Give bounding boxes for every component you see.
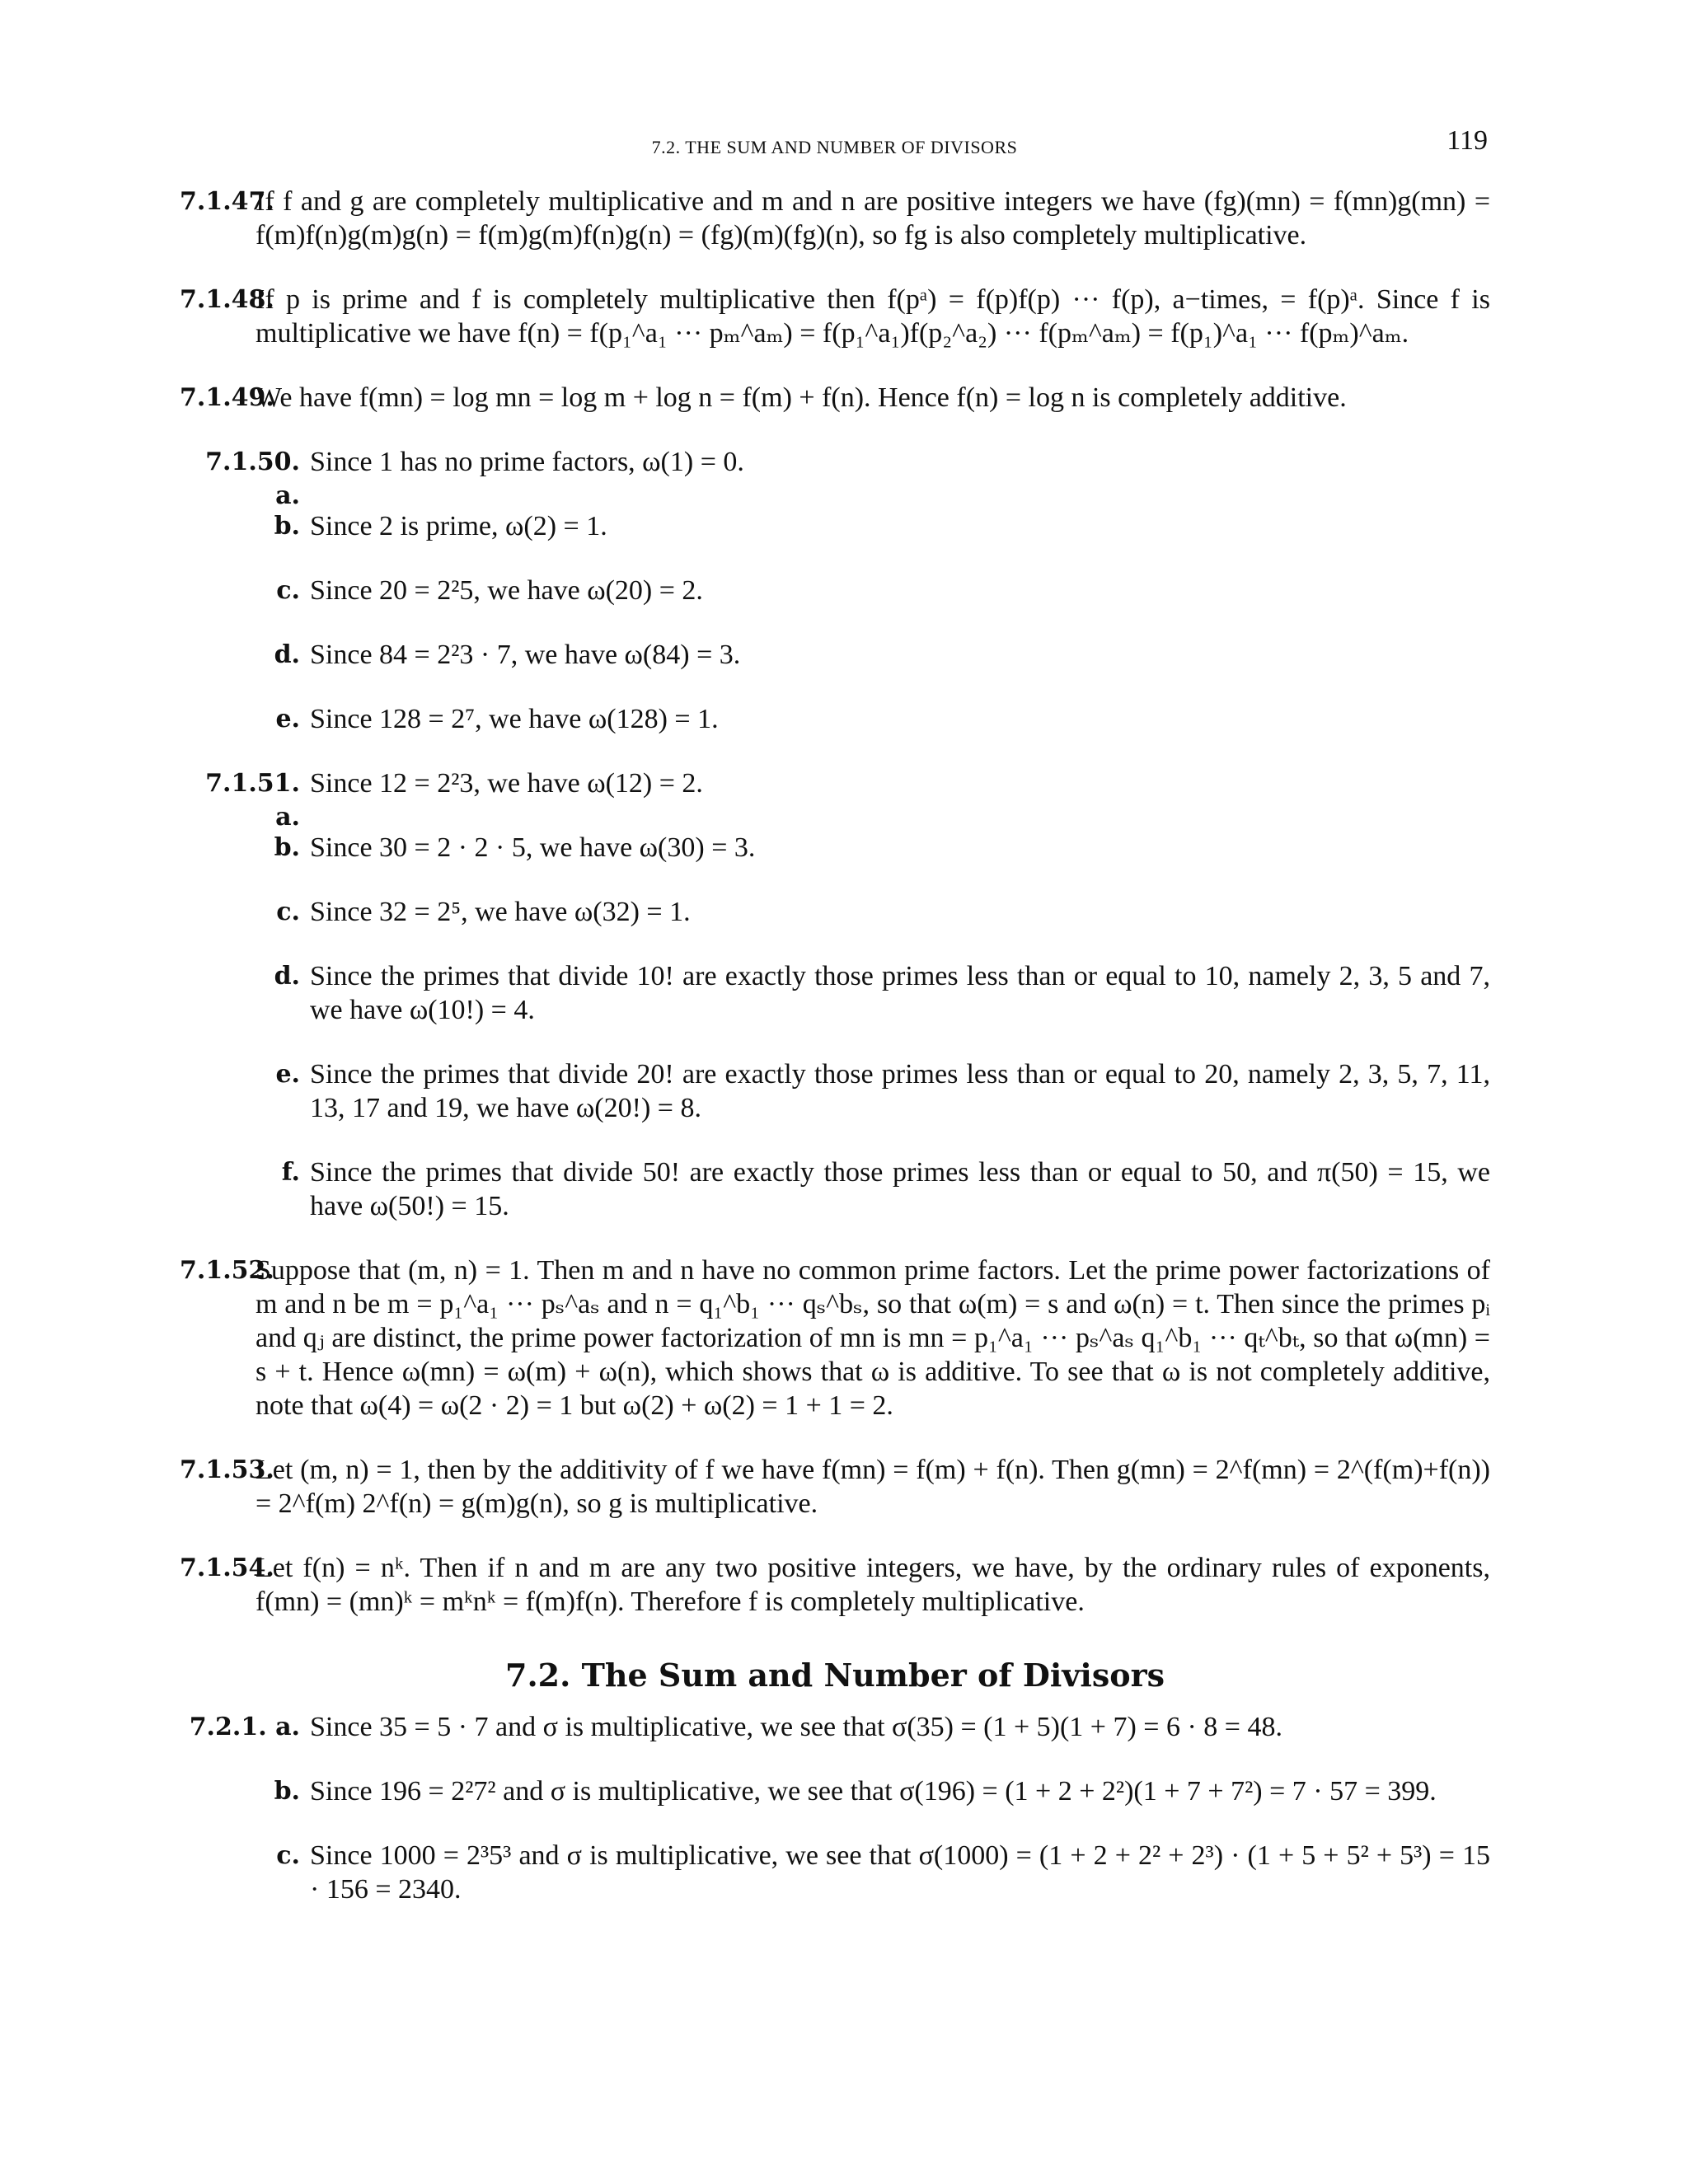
exercise-label: 7.1.48. bbox=[180, 285, 274, 314]
subpart-letter: f. bbox=[281, 1158, 300, 1187]
exercise-text: We have f(mn) = log mn = log m + log n = f(m) + f(n). Hence f(n) = log n is completely additive. bbox=[256, 382, 1347, 413]
subpart-text: Since 30 = 2 · 2 · 5, we have ω(30) = 3. bbox=[310, 832, 756, 863]
exercise-text: Suppose that (m, n) = 1. Then m and n have no common prime factors. Let the prime power factorizations of m and n be m = p₁^a₁ ··· pₛ^aₛ and n = q₁^b₁ ··· qₛ^bₛ, so that ω(m) = s and ω(n) = t. Then since the primes pᵢ and qⱼ are distinct, the prime power factorization of mn is mn = p₁^a₁ ··· pₛ^aₛ q₁^b₁ ··· qₜ^bₜ, so that ω(mn) = s + t. Hence ω(mn) = ω(m) + ω(n), which shows that ω is additive. To see that ω is not completely additive, note that ω(4) = ω(2 · 2) = 1 but ω(2) + ω(2) = 1 + 1 = 2. bbox=[256, 1255, 1490, 1421]
subpart-letter: a. bbox=[275, 481, 300, 510]
subpart bbox=[180, 895, 1490, 929]
subpart-text: Since the primes that divide 20! are exactly those primes less than or equal to 20, namely 2, 3, 5, 7, 11, 13, 17 and 19, we have ω(20!) = 8. bbox=[310, 1059, 1490, 1123]
subpart bbox=[180, 1710, 1490, 1744]
page-number: 119 bbox=[1447, 125, 1488, 156]
subpart bbox=[180, 959, 1490, 1027]
subpart-text: Since 84 = 2²3 · 7, we have ω(84) = 3. bbox=[310, 640, 741, 670]
subpart-letter: e. bbox=[275, 705, 300, 733]
subpart-text: Since the primes that divide 10! are exactly those primes less than or equal to 10, namely 2, 3, 5 and 7, we have ω(10!) = 4. bbox=[310, 961, 1490, 1025]
exercise-7-1-53 bbox=[180, 1453, 1490, 1521]
exercise-7-1-51 bbox=[180, 766, 1490, 1223]
subpart bbox=[180, 445, 1490, 510]
subpart bbox=[180, 702, 1490, 736]
subpart-text: Since 12 = 2²3, we have ω(12) = 2. bbox=[310, 768, 703, 799]
subpart-letter: c. bbox=[276, 1841, 300, 1870]
exercise-label: 7.1.53. bbox=[180, 1455, 274, 1484]
subpart bbox=[180, 574, 1490, 607]
subpart-letter: e. bbox=[275, 1060, 300, 1089]
subpart bbox=[180, 509, 1490, 543]
subpart-text: Since 128 = 2⁷, we have ω(128) = 1. bbox=[310, 704, 719, 734]
subpart-text: Since 196 = 2²7² and σ is multiplicative, we see that σ(196) = (1 + 2 + 2²)(1 + 7 + 7²) = 7 · 57 = 399. bbox=[310, 1776, 1437, 1807]
exercise-7-1-54 bbox=[180, 1551, 1490, 1619]
running-head: 7.2. THE SUM AND NUMBER OF DIVISORS bbox=[651, 137, 1018, 157]
exercise-text: If f and g are completely multiplicative and m and n are positive integers we have (fg)(mn) = f(mn)g(mn) = f(m)f(n)g(m)g(n) = f(m)g(m)f(n)g(n) = (fg)(m)(fg)(n), so fg is also completely multiplicative. bbox=[256, 186, 1490, 251]
exercise-7-2-1 bbox=[180, 1710, 1490, 1906]
subpart bbox=[180, 1839, 1490, 1906]
subpart-letter: a. bbox=[275, 803, 300, 832]
exercise-label: 7.1.51. bbox=[205, 769, 300, 798]
exercise-label: 7.2.1. bbox=[189, 1713, 267, 1741]
subpart-letter: d. bbox=[274, 640, 300, 669]
exercise-7-1-50 bbox=[180, 445, 1490, 736]
exercise-label: 7.1.54. bbox=[180, 1554, 274, 1582]
subpart-text: Since 2 is prime, ω(2) = 1. bbox=[310, 511, 607, 541]
subpart bbox=[180, 1155, 1490, 1223]
page-content bbox=[180, 185, 1490, 1937]
exercise-7-1-48 bbox=[180, 283, 1490, 350]
subpart-text: Since the primes that divide 50! are exactly those primes less than or equal to 50, and π(50) = 15, we have ω(50!) = 15. bbox=[310, 1157, 1490, 1221]
subpart-text: Since 1 has no prime factors, ω(1) = 0. bbox=[310, 447, 744, 477]
section-title: 7.2. The Sum and Number of Divisors bbox=[505, 1657, 1165, 1694]
exercise-7-1-47 bbox=[180, 185, 1490, 252]
exercise-label: 7.1.49. bbox=[180, 383, 274, 412]
subpart-letter: b. bbox=[274, 833, 300, 862]
subpart bbox=[180, 638, 1490, 672]
subpart-letter: b. bbox=[274, 1777, 300, 1806]
subpart-letter: c. bbox=[276, 898, 300, 926]
subpart bbox=[180, 766, 1490, 832]
subpart bbox=[180, 1057, 1490, 1125]
exercise-label: 7.1.52. bbox=[180, 1256, 274, 1285]
subpart-letter: b. bbox=[274, 512, 300, 541]
subpart-letter: d. bbox=[274, 962, 300, 991]
exercise-label: 7.1.47. bbox=[180, 187, 274, 216]
subpart-letter: c. bbox=[276, 576, 300, 605]
exercise-text: Let f(n) = nᵏ. Then if n and m are any two positive integers, we have, by the ordinary rules of exponents, f(mn) = (mn)ᵏ = mᵏnᵏ = f(m)f(n). Therefore f is completely multiplicative. bbox=[256, 1553, 1490, 1617]
subpart bbox=[180, 1774, 1490, 1808]
exercise-label: 7.1.50. bbox=[205, 448, 300, 476]
subpart-letter: a. bbox=[275, 1713, 300, 1741]
exercise-7-1-49 bbox=[180, 381, 1490, 415]
exercise-7-1-52 bbox=[180, 1254, 1490, 1422]
subpart-text: Since 20 = 2²5, we have ω(20) = 2. bbox=[310, 575, 703, 606]
subpart-text: Since 32 = 2⁵, we have ω(32) = 1. bbox=[310, 897, 691, 927]
exercise-text: If p is prime and f is completely multiplicative then f(pᵃ) = f(p)f(p) ··· f(p), a−times, = f(p)ᵃ. Since f is multiplicative we have f(n) = f(p₁^a₁ ··· pₘ^aₘ) = f(p₁^a₁)f(p₂^a₂) ··· f(pₘ^aₘ) = f(p₁)^a₁ ··· f(pₘ)^aₘ. bbox=[256, 284, 1490, 349]
subpart bbox=[180, 831, 1490, 865]
page-header bbox=[181, 124, 1488, 157]
subpart-text: Since 1000 = 2³5³ and σ is multiplicative, we see that σ(1000) = (1 + 2 + 2² + 2³) · (1 + 5 + 5² + 5³) = 15 · 156 = 2340. bbox=[310, 1840, 1490, 1905]
subpart-text: Since 35 = 5 · 7 and σ is multiplicative, we see that σ(35) = (1 + 5)(1 + 7) = 6 · 8 = 48. bbox=[310, 1712, 1282, 1742]
exercise-text: Let (m, n) = 1, then by the additivity of f we have f(mn) = f(m) + f(n). Then g(mn) = 2^f(mn) = 2^(f(m)+f(n)) = 2^f(m) 2^f(n) = g(m)g(n), so g is multiplicative. bbox=[256, 1455, 1490, 1519]
